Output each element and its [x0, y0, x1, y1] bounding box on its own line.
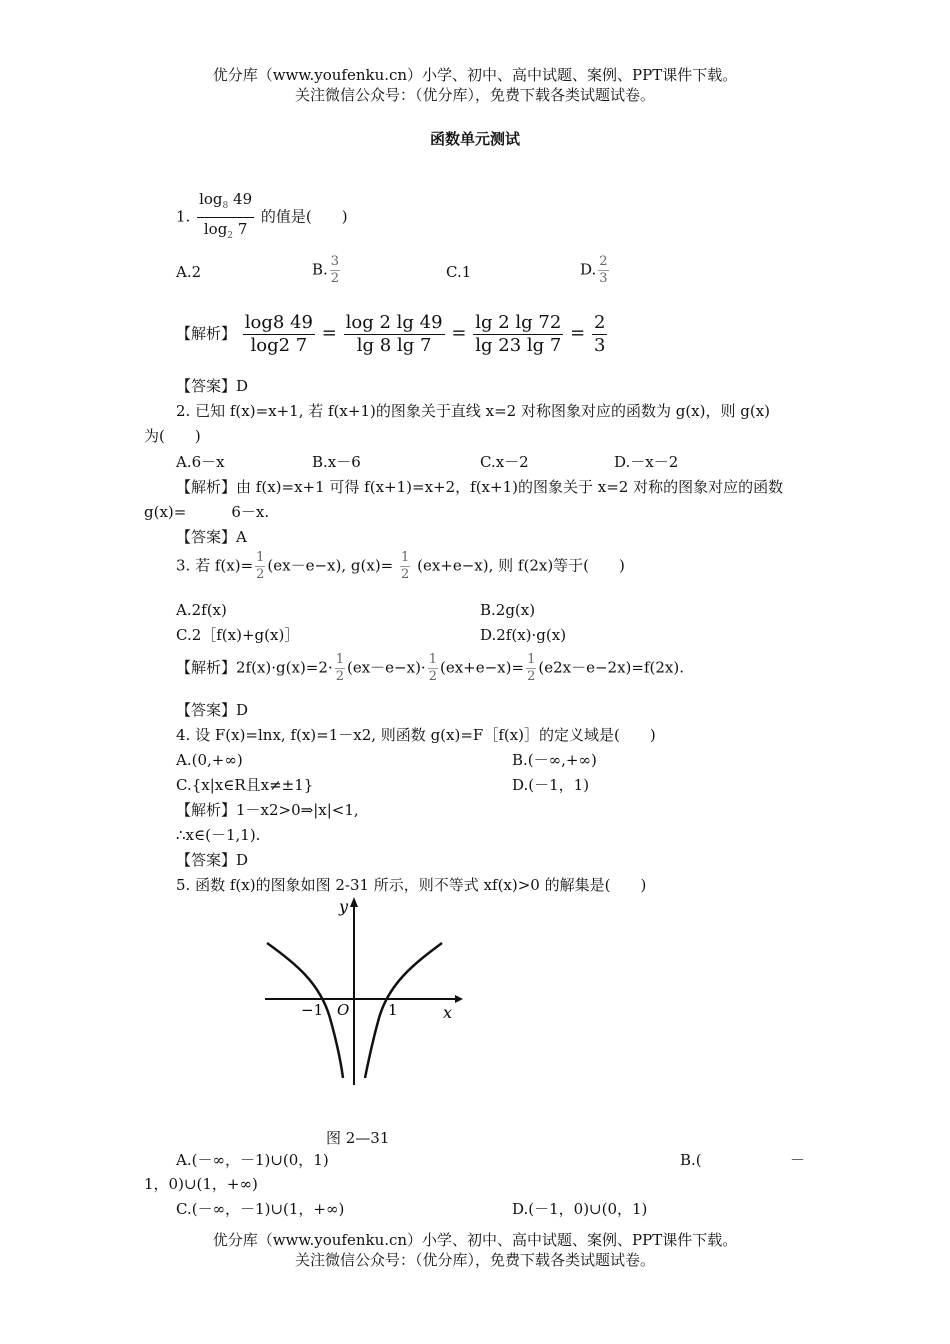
q1-stem: 的值是( ): [260, 207, 348, 226]
q3-choice-b: B.2g(x): [480, 601, 536, 619]
q1-choice-c: C.1: [446, 263, 472, 281]
q4-choice-d: D.(－1，1): [512, 776, 590, 794]
q2-line-1: 2. 已知 f(x)=x+1, 若 f(x+1)的图象关于直线 x=2 对称图象对应的函数为 g(x)，则 g(x): [176, 402, 771, 420]
q5-choice-a: A.(－∞，－1)∪(0，1): [176, 1151, 329, 1169]
q4-answer: 【答案】D: [176, 851, 249, 869]
q5-figure-graph: [255, 893, 465, 1088]
q2-choice-c: C.x－2: [480, 453, 529, 471]
q5-choice-b-dash: －: [790, 1151, 806, 1169]
page-title: 函数单元测试: [429, 130, 520, 148]
tick-label-neg-1: −1: [301, 1001, 324, 1019]
curve-right-branch: [365, 943, 442, 1078]
q3-analysis: 【解析】2f(x)·g(x)=2· $\frac{1}{2}$ (ex－e−x)· $\frac{1}{2}$ (ex+e−x)= $\frac{1}{2}$ (e2x－e−2x)=f(2x).: [176, 652, 684, 684]
q2-line-2: 为( ): [144, 427, 201, 445]
footer-line-2: 关注微信公众号：（优分库），免费下载各类试题试卷。: [294, 1251, 655, 1269]
q5-choice-c: C.(－∞，－1)∪(1，+∞): [176, 1200, 345, 1218]
q5-choice-b-label: B.(: [680, 1151, 702, 1169]
q1-analysis: 【解析】 $\frac{\log 8 49}{\log 2 7}$ = $\frac{\log 2 \lg 49}{\lg 8 \lg 7}$ = $\frac{\lg 2 \lg 72}{\lg 23 \lg 7}$ = $\frac{2}{3}$: [176, 312, 606, 356]
q4-analysis-1: 【解析】1－x2>0⇒|x|<1,: [176, 801, 359, 819]
q1-number: 1.: [176, 207, 191, 226]
q2-choice-a: A.6－x: [176, 453, 225, 471]
q3-choice-c: C.2［f(x)+g(x)］: [176, 626, 300, 644]
q1-choice-a: A.2: [176, 263, 202, 281]
q2-analysis-1: 【解析】由 f(x)=x+1 可得 f(x+1)=x+2，f(x+1)的图象关于 x=2 对称的图象对应的函数: [176, 478, 784, 496]
tick-label-pos-1: 1: [388, 1001, 398, 1019]
question-1: [176, 188, 348, 247]
q4-choice-c: C.{x|x∈R且x≠±1}: [176, 776, 314, 794]
footer-line-1: 优分库（www.youfenku.cn）小学、初中、高中试题、案例、PPT课件下载。: [212, 1231, 738, 1249]
figure-caption: 图 2—31: [326, 1129, 390, 1147]
q3-choice-d: D.2f(x)·g(x): [480, 626, 567, 644]
q3-choice-a: A.2f(x): [176, 601, 227, 619]
q1-choice-b: B. $\frac{3}{2}$: [312, 254, 340, 286]
q5-choice-b-line-2: 1，0)∪(1，+∞): [144, 1175, 258, 1193]
origin-label: O: [337, 1001, 350, 1019]
q2-choice-b: B.x－6: [312, 453, 361, 471]
header-line-1: 优分库（www.youfenku.cn）小学、初中、高中试题、案例、PPT课件下载。: [212, 66, 738, 84]
header-line-2: 关注微信公众号：（优分库），免费下载各类试题试卷。: [294, 86, 655, 104]
q2-answer: 【答案】A: [176, 528, 247, 546]
q5-line-1: 5. 函数 f(x)的图象如图 2-31 所示，则不等式 xf(x)>0 的解集是( ): [176, 876, 647, 894]
x-axis-arrow-icon: [455, 995, 463, 1003]
q4-analysis-2: ∴x∈(－1,1).: [176, 826, 261, 844]
q4-choice-a: A.(0,+∞): [176, 751, 243, 769]
question-3: 3. 若 f(x)= $\frac{1}{2}$ (ex－e−x), g(x)= $\frac{1}{2}$ (ex+e−x), 则 f(2x)等于( ): [176, 550, 625, 582]
y-axis-arrow-icon: [350, 897, 358, 907]
q1-choice-d: D. $\frac{2}{3}$: [580, 254, 608, 286]
q2-choice-d: D.－x－2: [614, 453, 679, 471]
q3-answer: 【答案】D: [176, 701, 249, 719]
q4-line-1: 4. 设 F(x)=lnx, f(x)=1－x2, 则函数 g(x)=F［f(x)］的定义域是( ): [176, 726, 656, 744]
q1-answer: 【答案】D: [176, 377, 249, 395]
q1-fraction: $\frac{\log_8 49}{\log_2 7}$: [199, 190, 253, 241]
x-axis-label: x: [443, 1003, 453, 1022]
q4-choice-b: B.(－∞,+∞): [512, 751, 597, 769]
y-axis-label: y: [339, 897, 349, 916]
q2-analysis-2: g(x)= 6－x.: [144, 503, 270, 521]
q5-choice-d: D.(－1，0)∪(0，1): [512, 1200, 648, 1218]
